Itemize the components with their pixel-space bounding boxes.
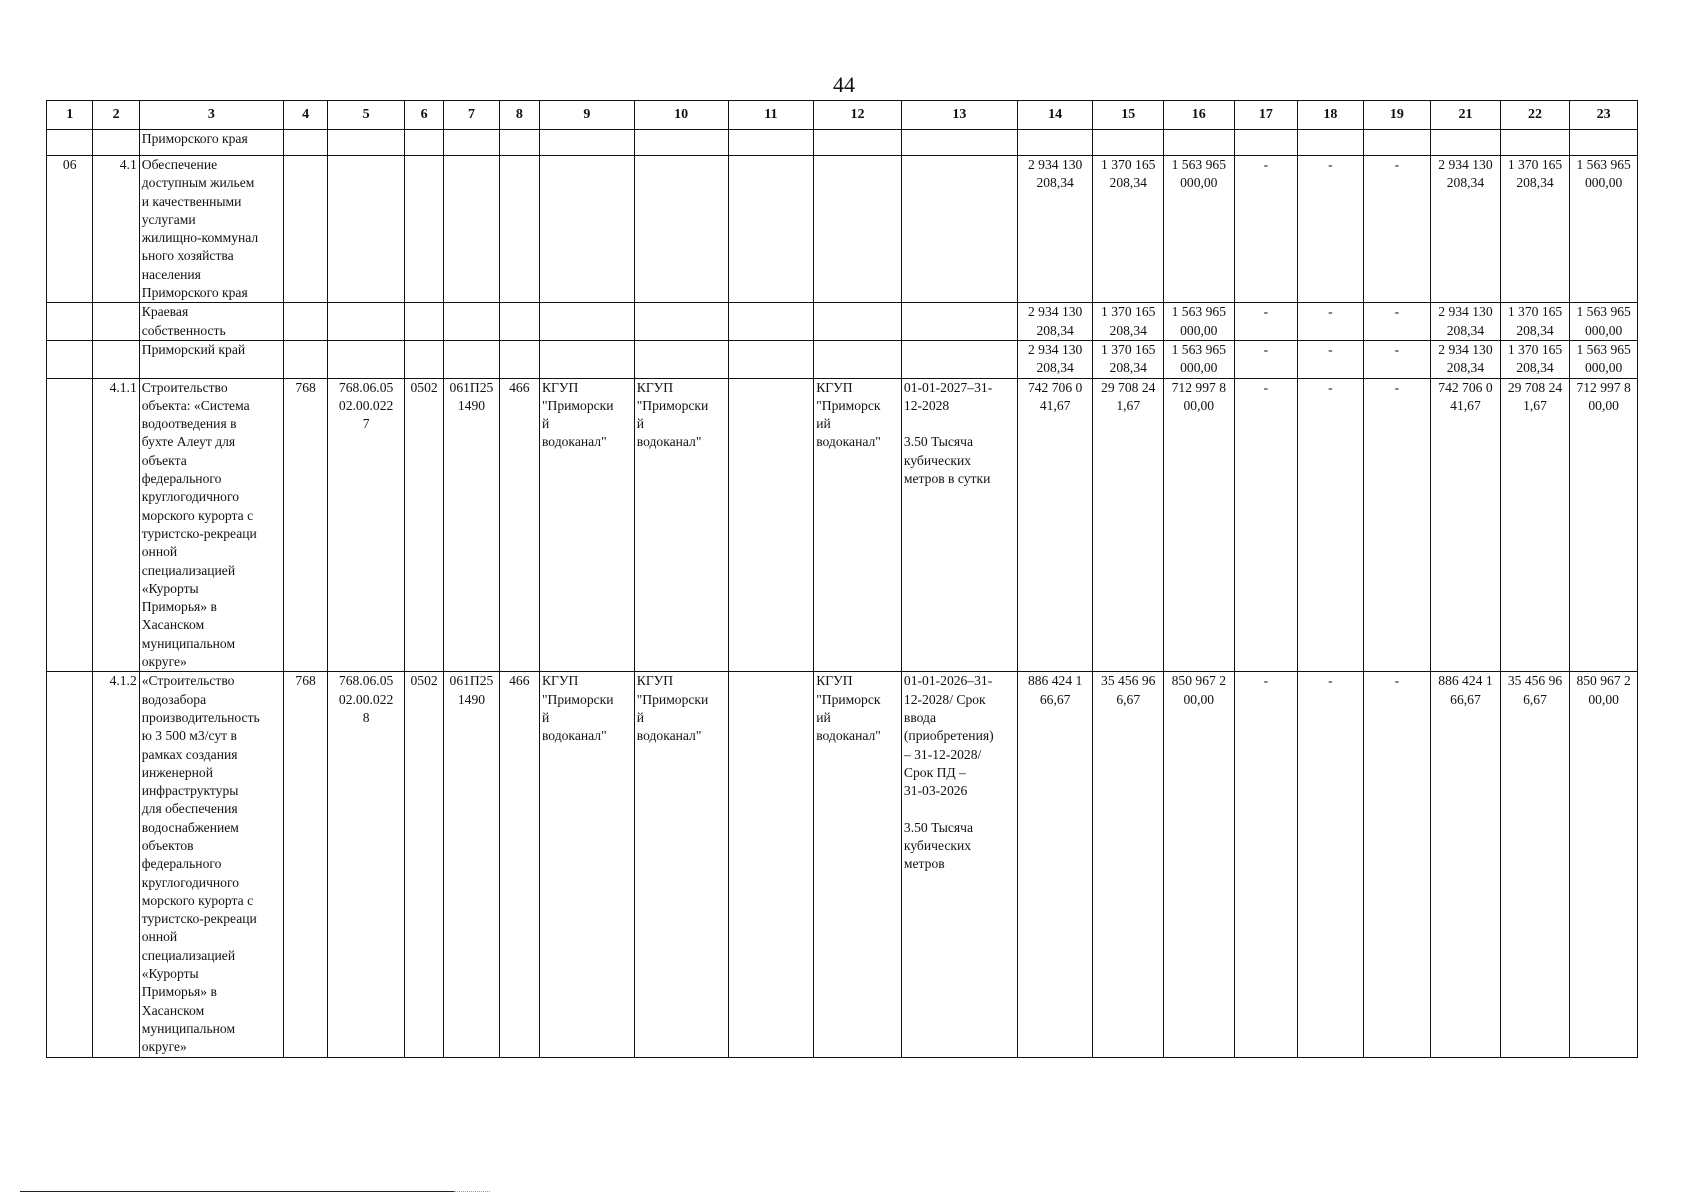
table-cell <box>539 340 634 378</box>
table-cell <box>47 340 93 378</box>
column-header: 14 <box>1017 101 1093 130</box>
table-cell: 1 563 965 000,00 <box>1570 156 1638 303</box>
table-cell: 29 708 24 1,67 <box>1093 378 1164 672</box>
table-cell <box>728 340 814 378</box>
table-cell <box>814 130 902 156</box>
column-header: 12 <box>814 101 902 130</box>
table-cell: 4.1.1 <box>93 378 139 672</box>
table-cell <box>444 156 499 303</box>
table-cell: 35 456 96 6,67 <box>1093 672 1164 1057</box>
table-cell <box>93 130 139 156</box>
table-cell <box>1017 130 1093 156</box>
table-cell: Приморский край <box>139 340 283 378</box>
table-cell <box>404 340 443 378</box>
table-cell: 2 934 130 208,34 <box>1017 340 1093 378</box>
table-cell: 01-01-2026–31- 12-2028/ Срок ввода (приобретения) – 31-12-2028/ Срок ПД – 31-03-2026 3.50 Тысяча кубических метров <box>901 672 1017 1057</box>
table-cell: - <box>1234 303 1298 341</box>
footer-rule-tail <box>454 1191 490 1192</box>
table-cell: - <box>1234 672 1298 1057</box>
page-number: 44 <box>833 72 855 97</box>
table-cell: Краевая собственность <box>139 303 283 341</box>
table-cell: 061П25 1490 <box>444 672 499 1057</box>
table-cell <box>444 340 499 378</box>
table-cell: 712 997 8 00,00 <box>1570 378 1638 672</box>
column-header: 2 <box>93 101 139 130</box>
table-cell <box>901 130 1017 156</box>
table-cell: 1 563 965 000,00 <box>1570 303 1638 341</box>
table-row <box>47 303 1638 341</box>
table-cell: 1 370 165 208,34 <box>1093 303 1164 341</box>
table-cell <box>47 130 93 156</box>
column-header: 17 <box>1234 101 1298 130</box>
table-cell: 1 563 965 000,00 <box>1164 340 1235 378</box>
table-cell <box>901 156 1017 303</box>
table-cell: КГУП "Приморск ий водоканал" <box>814 378 902 672</box>
table-cell: - <box>1298 303 1364 341</box>
table-cell <box>283 156 327 303</box>
table-cell: 768.06.05 02.00.022 7 <box>328 378 405 672</box>
table-cell: 742 706 0 41,67 <box>1431 378 1501 672</box>
table-cell: 4.1.2 <box>93 672 139 1057</box>
table-cell: - <box>1234 156 1298 303</box>
table-cell <box>728 130 814 156</box>
table-cell: - <box>1298 340 1364 378</box>
column-header: 3 <box>139 101 283 130</box>
table-cell: 0502 <box>404 378 443 672</box>
table-row <box>47 130 1638 156</box>
table-cell <box>328 340 405 378</box>
table-cell: 850 967 2 00,00 <box>1164 672 1235 1057</box>
column-header: 23 <box>1570 101 1638 130</box>
budget-table <box>46 100 1638 1058</box>
table-cell: 2 934 130 208,34 <box>1017 303 1093 341</box>
table-cell: 886 424 1 66,67 <box>1017 672 1093 1057</box>
table-cell <box>93 303 139 341</box>
column-header: 6 <box>404 101 443 130</box>
table-cell: 1 563 965 000,00 <box>1164 156 1235 303</box>
column-header: 18 <box>1298 101 1364 130</box>
table-cell: 712 997 8 00,00 <box>1164 378 1235 672</box>
table-cell: 2 934 130 208,34 <box>1431 340 1501 378</box>
column-header: 1 <box>47 101 93 130</box>
column-header: 4 <box>283 101 327 130</box>
table-cell: КГУП "Приморски й водоканал" <box>634 378 728 672</box>
table-cell <box>901 340 1017 378</box>
table-cell <box>1093 130 1164 156</box>
table-cell <box>499 130 539 156</box>
table-cell <box>901 303 1017 341</box>
table-cell: - <box>1298 378 1364 672</box>
column-header: 8 <box>499 101 539 130</box>
table-cell <box>404 156 443 303</box>
table-cell: КГУП "Приморски й водоканал" <box>539 672 634 1057</box>
table-cell: КГУП "Приморск ий водоканал" <box>814 672 902 1057</box>
table-cell <box>1500 130 1570 156</box>
table-cell <box>499 340 539 378</box>
table-cell: 4.1 <box>93 156 139 303</box>
table-cell: - <box>1234 340 1298 378</box>
table-cell: 1 370 165 208,34 <box>1500 156 1570 303</box>
table-cell: - <box>1363 340 1431 378</box>
table-cell: 1 370 165 208,34 <box>1500 340 1570 378</box>
table-cell <box>283 303 327 341</box>
table-cell <box>1431 130 1501 156</box>
table-cell <box>47 303 93 341</box>
table-cell <box>47 672 93 1057</box>
table-cell <box>1234 130 1298 156</box>
table-cell: 742 706 0 41,67 <box>1017 378 1093 672</box>
table-cell <box>634 303 728 341</box>
table-cell <box>634 156 728 303</box>
table-cell: 1 563 965 000,00 <box>1570 340 1638 378</box>
table-cell: 768 <box>283 378 327 672</box>
column-header: 15 <box>1093 101 1164 130</box>
table-row <box>47 672 1638 1057</box>
table-cell <box>47 378 93 672</box>
table-cell <box>1363 130 1431 156</box>
table-cell <box>1298 130 1364 156</box>
table-cell <box>1570 130 1638 156</box>
column-header: 10 <box>634 101 728 130</box>
table-cell: КГУП "Приморски й водоканал" <box>634 672 728 1057</box>
table-cell <box>634 130 728 156</box>
table-cell <box>328 303 405 341</box>
table-cell <box>499 303 539 341</box>
column-header: 5 <box>328 101 405 130</box>
table-cell <box>499 156 539 303</box>
column-header: 21 <box>1431 101 1501 130</box>
table-cell <box>634 340 728 378</box>
table-cell <box>283 130 327 156</box>
table-cell <box>444 130 499 156</box>
table-cell: 35 456 96 6,67 <box>1500 672 1570 1057</box>
table-cell: 01-01-2027–31- 12-2028 3.50 Тысяча кубических метров в сутки <box>901 378 1017 672</box>
table-cell <box>814 156 902 303</box>
table-cell <box>328 156 405 303</box>
table-cell: 886 424 1 66,67 <box>1431 672 1501 1057</box>
column-header: 11 <box>728 101 814 130</box>
table-cell: 1 370 165 208,34 <box>1500 303 1570 341</box>
table-cell <box>93 340 139 378</box>
table-cell: - <box>1298 156 1364 303</box>
table-cell: 768 <box>283 672 327 1057</box>
table-cell: «Строительство водозабора производительность ю 3 500 м3/сут в рамках создания инженерной инфраструктуры для обеспечения водоснабжением объектов федерального круглогодичного морского курорта с туристско-рекреаци онной специализацией «Курорты Приморья» в Хасанском муниципальном округе» <box>139 672 283 1057</box>
table-cell: Обеспечение доступным жильем и качественными услугами жилищно-коммунал ьного хозяйства населения Приморского края <box>139 156 283 303</box>
table-cell: - <box>1363 156 1431 303</box>
table-row <box>47 340 1638 378</box>
table-cell <box>328 130 405 156</box>
table-cell: - <box>1234 378 1298 672</box>
header-row <box>47 101 1638 130</box>
column-header: 13 <box>901 101 1017 130</box>
table-cell: Приморского края <box>139 130 283 156</box>
column-header: 9 <box>539 101 634 130</box>
table-cell <box>539 303 634 341</box>
table-cell <box>728 303 814 341</box>
table-cell <box>728 156 814 303</box>
table-cell: 2 934 130 208,34 <box>1431 156 1501 303</box>
table-cell: КГУП "Приморски й водоканал" <box>539 378 634 672</box>
column-header: 22 <box>1500 101 1570 130</box>
table-cell: - <box>1298 672 1364 1057</box>
table-cell: 1 370 165 208,34 <box>1093 156 1164 303</box>
table-cell: 466 <box>499 672 539 1057</box>
table-cell <box>814 303 902 341</box>
table-cell <box>283 340 327 378</box>
table-cell: 768.06.05 02.00.022 8 <box>328 672 405 1057</box>
table-cell: - <box>1363 672 1431 1057</box>
table-cell <box>404 130 443 156</box>
table-cell: 061П25 1490 <box>444 378 499 672</box>
table-cell <box>539 130 634 156</box>
table-cell: - <box>1363 378 1431 672</box>
table-cell: 29 708 24 1,67 <box>1500 378 1570 672</box>
column-header: 19 <box>1363 101 1431 130</box>
table-row <box>47 378 1638 672</box>
table-cell <box>1164 130 1235 156</box>
table-cell <box>444 303 499 341</box>
table-cell: 1 563 965 000,00 <box>1164 303 1235 341</box>
table-cell <box>728 672 814 1057</box>
column-header: 7 <box>444 101 499 130</box>
table-cell: 1 370 165 208,34 <box>1093 340 1164 378</box>
table-cell: - <box>1363 303 1431 341</box>
table-cell: 2 934 130 208,34 <box>1431 303 1501 341</box>
table-cell <box>539 156 634 303</box>
table-cell: 0502 <box>404 672 443 1057</box>
table-cell: 850 967 2 00,00 <box>1570 672 1638 1057</box>
table-cell: Строительство объекта: «Система водоотведения в бухте Алеут для объекта федерального круглогодичного морского курорта с туристско-рекреаци онной специализацией «Курорты Приморья» в Хасанском муниципальном округе» <box>139 378 283 672</box>
column-header: 16 <box>1164 101 1235 130</box>
table-cell: 06 <box>47 156 93 303</box>
table-cell: 466 <box>499 378 539 672</box>
table-cell <box>814 340 902 378</box>
footer-rule <box>20 1191 454 1192</box>
table-cell <box>404 303 443 341</box>
table-cell <box>728 378 814 672</box>
table-cell: 2 934 130 208,34 <box>1017 156 1093 303</box>
table-row <box>47 156 1638 303</box>
